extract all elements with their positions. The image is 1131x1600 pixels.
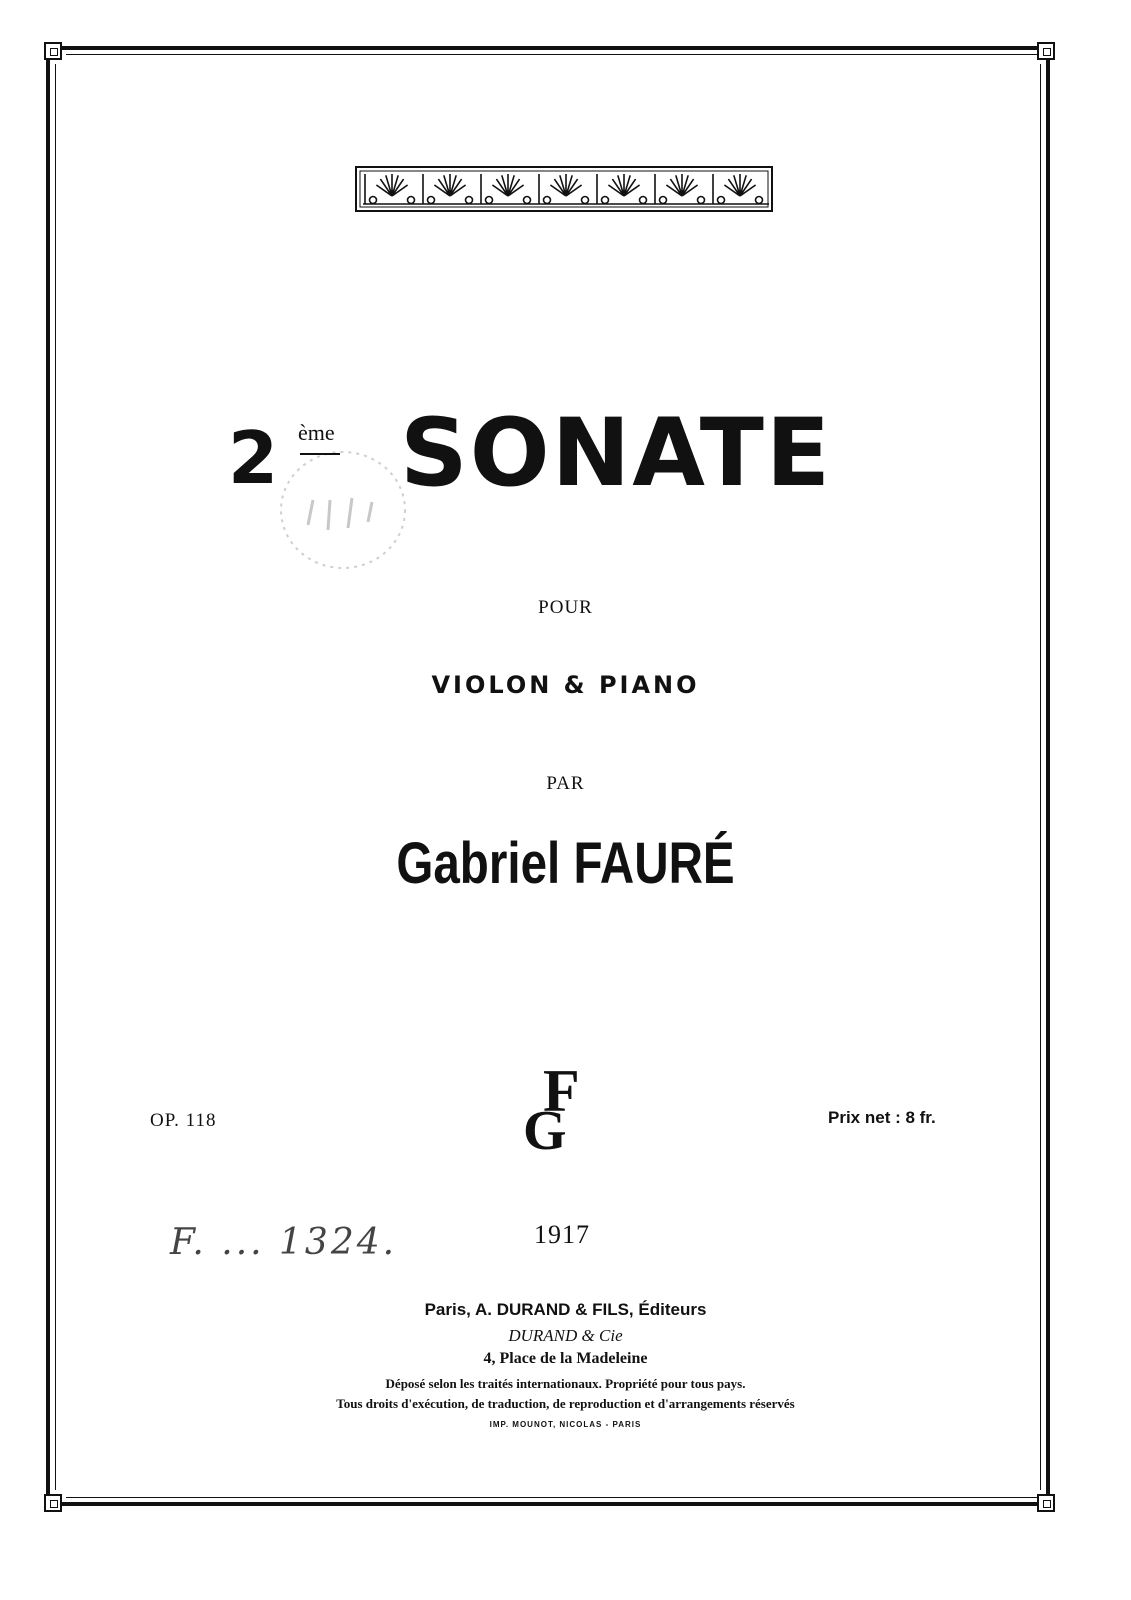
publisher-line-2: DURAND & Cie — [508, 1326, 623, 1345]
superscript-underline — [300, 453, 340, 455]
instruments-label: VIOLON & PIANO — [431, 671, 700, 699]
ornament-band-icon — [355, 166, 773, 212]
border-top-outer — [58, 46, 1046, 50]
par-label: PAR — [546, 773, 585, 794]
pour-label: POUR — [538, 597, 593, 618]
manuscript-note: F. ... 1324. — [170, 1222, 398, 1263]
price-label: Prix net : 8 fr. — [828, 1108, 936, 1127]
corner-top-right-icon — [1037, 42, 1055, 60]
border-bottom-outer — [58, 1502, 1046, 1506]
title-superscript: ème — [298, 420, 335, 445]
border-bottom-inner — [66, 1497, 1038, 1498]
opus-number: OP. 118 — [150, 1110, 217, 1131]
publisher-line-1: Paris, A. DURAND & FILS, Éditeurs — [424, 1300, 707, 1319]
svg-text:F: F — [543, 1058, 580, 1124]
composer-name: Gabriel FAURÉ — [396, 831, 735, 896]
printer-line: IMP. MOUNOT, NICOLAS - PARIS — [489, 1420, 642, 1429]
title-number: 2 — [228, 416, 277, 500]
title-block — [0, 400, 1131, 510]
corner-bottom-right-icon — [1037, 1494, 1055, 1512]
publisher-monogram-icon — [515, 1055, 615, 1155]
year: 1917 — [534, 1220, 590, 1249]
publisher-address: 4, Place de la Madeleine — [483, 1350, 648, 1367]
svg-text:G: G — [523, 1100, 567, 1155]
corner-top-left-icon — [44, 42, 62, 60]
border-top-inner — [66, 54, 1038, 55]
copyright-line-1: Déposé selon les traités internationaux. Propriété pour tous pays. — [385, 1376, 746, 1391]
corner-bottom-left-icon — [44, 1494, 62, 1512]
copyright-line-2: Tous droits d'exécution, de traduction, de reproduction et d'arrangements réservés — [336, 1396, 795, 1411]
page-title: SONATE — [400, 399, 833, 508]
